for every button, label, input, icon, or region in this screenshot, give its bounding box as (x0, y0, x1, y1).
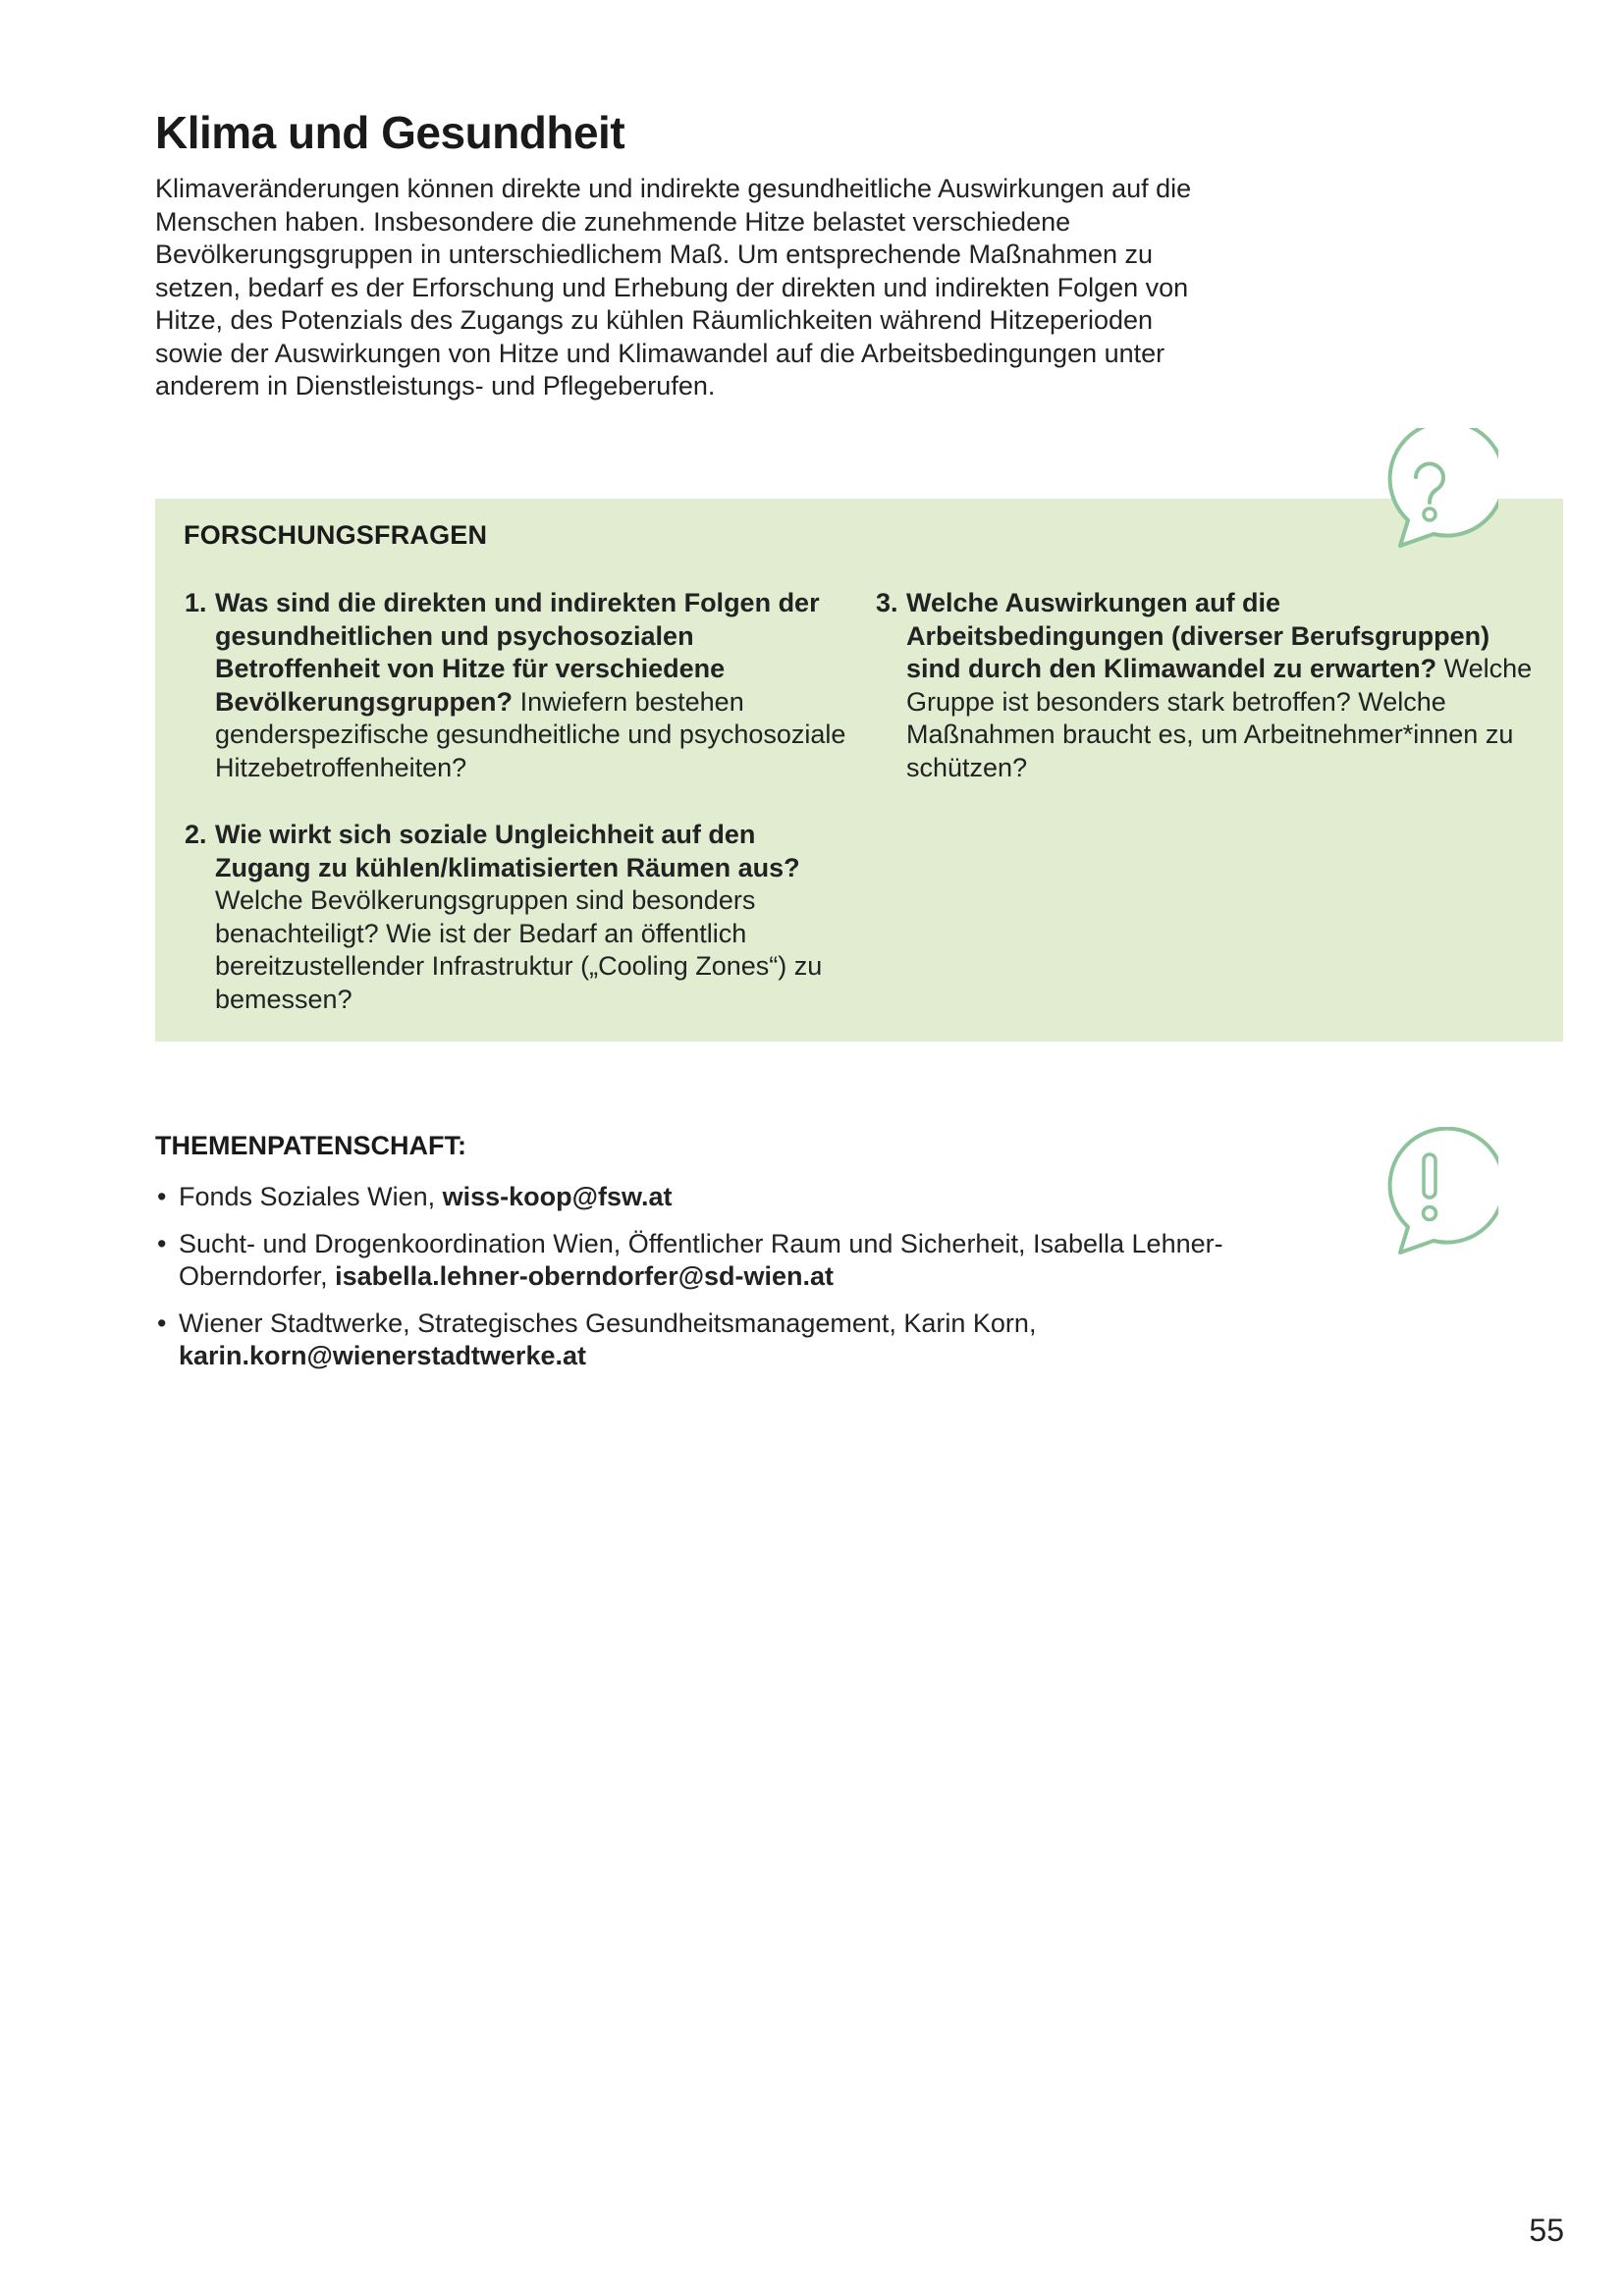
sponsor-email-link[interactable]: karin.korn@wienerstadtwerke.at (179, 1341, 586, 1370)
sponsor-name: Sucht- und Drogenkoordination Wien, Öffentlicher Raum und Sicherheit, Isabella Lehner-Oberndorfer, (179, 1228, 1223, 1291)
question-text: Welche Gruppe ist besonders stark betroffen? Welche Maßnahmen braucht es, um Arbeitnehmer*innen zu schützen? (906, 654, 1533, 782)
question-bold: Welche Auswirkungen auf die Arbeitsbedingungen (diverser Berufsgruppen) sind durch den Klimawandel zu erwarten? (906, 588, 1490, 683)
bullet: • (157, 1182, 167, 1211)
question-bold: Wie wirkt sich soziale Ungleichheit auf den Zugang zu kühlen/klimatisierten Räumen aus? (215, 820, 800, 882)
research-question-2 (185, 819, 852, 1016)
question-bold: Was sind die direkten und indirekten Folgen der gesundheitlichen und psychosozialen Betroffenheit von Hitze für verschiedene Bevölkerungsgruppen? (215, 588, 820, 717)
sponsor-email-link[interactable]: wiss-koop@fsw.at (442, 1182, 673, 1211)
research-question-1 (185, 587, 852, 784)
question-text: Welche Bevölkerungsgruppen sind besonders benachteiligt? Wie ist der Bedarf an öffentlich bereitzustellender Infrastruktur („Cooling Zones“) zu bemessen? (215, 885, 823, 1014)
list-item (155, 1308, 1235, 1373)
intro-paragraph: Klimaveränderungen können direkte und indirekte gesundheitliche Auswirkungen auf die Menschen haben. Insbesondere die zunehmende Hitze belastet verschiedene Bevölkerungsgruppen in unterschiedlichem Maß. Um entsprechende Maßnahmen zu setzen, bedarf es der Erforschung und Erhebung der direkten und indirekten Folgen von Hitze, des Potenzials des Zugangs zu kühlen Räumlichkeiten während Hitzeperioden sowie der Auswirkungen von Hitze und Klimawandel auf die Arbeitsbedingungen unter anderem in Dienstleistungs- und Pflegeberufen. (155, 174, 1192, 400)
page-title: Klima und Gesundheit (155, 107, 625, 158)
list-item (155, 1228, 1235, 1294)
bullet: • (157, 1308, 167, 1338)
bullet: • (157, 1228, 167, 1258)
page-number: 55 (1529, 2213, 1564, 2248)
sponsor-email-link[interactable]: isabella.lehner-oberndorfer@sd-wien.at (335, 1261, 835, 1291)
sponsorship-heading: THEMENPATENSCHAFT: (155, 1131, 466, 1160)
sponsor-name: Wiener Stadtwerke, Strategisches Gesundheitsmanagement, Karin Korn, (179, 1308, 1037, 1338)
research-heading: FORSCHUNGSFRAGEN (184, 520, 488, 550)
research-question-3 (876, 587, 1543, 784)
question-speech-bubble-icon (1361, 428, 1498, 565)
research-questions-box (155, 499, 1563, 1041)
sponsor-name: Fonds Soziales Wien, (179, 1182, 436, 1211)
question-number: 1. (185, 588, 207, 617)
exclamation-speech-bubble-icon (1361, 1127, 1498, 1264)
question-number: 2. (185, 820, 207, 849)
sponsorship-list (155, 1181, 1235, 1387)
question-text: Inwiefern bestehen genderspezifische gesundheitliche und psychosoziale Hitzebetroffenheiten? (215, 686, 846, 782)
question-number: 3. (876, 588, 898, 617)
list-item (155, 1181, 1235, 1214)
